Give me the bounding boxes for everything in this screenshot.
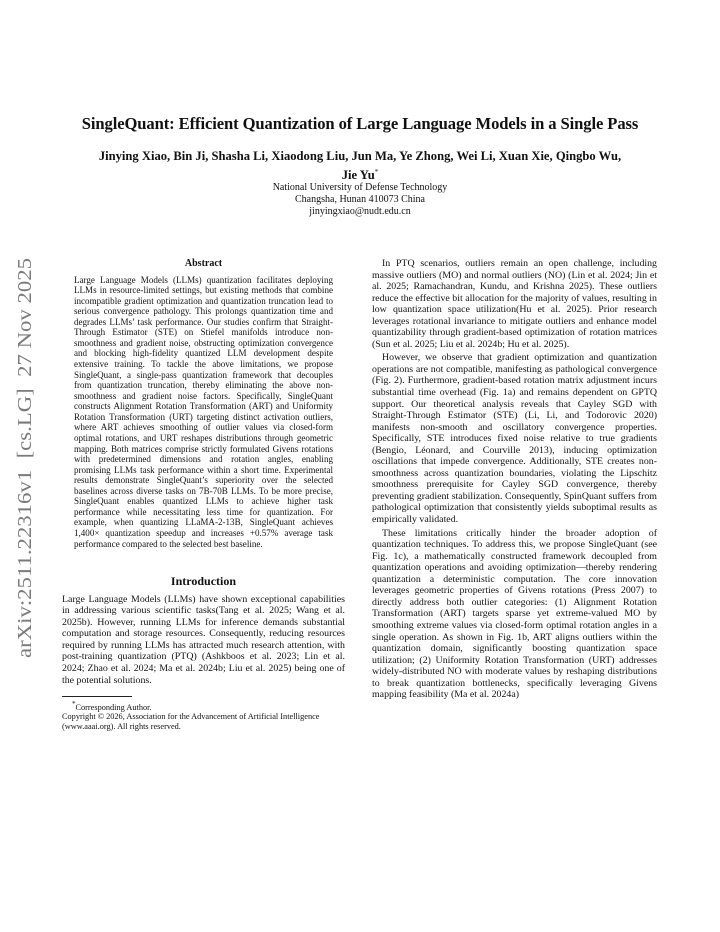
right-column [372,258,657,701]
abstract-text: Large Language Models (LLMs) quantization facilitates deploying LLMs in resource-limited settings, but existing methods that combine incompatible gradient optimization and quantization truncation lead to serious convergence pathology. This prolongs quantization time and degrades LLMs’ task performance. Our studies confirm that Straight-Through Estimator (STE) on Stiefel manifolds introduce non-smoothness and gradient noise, obstructing optimization convergence and blocking high-fidelity quantized LLM development despite extensive training. To tackle the above limitations, we propose SingleQuant, a single-pass quantization framework that decouples from quantization truncation, thereby eliminating the above non-smoothness and gradient noise factors. Specifically, SingleQuant constructs Alignment Rotation Transformation (ART) and Uniformity Rotation Transformation (URT) targeting distinct activation outliers, where ART achieves smoothing of outlier values via closed-form optimal rotations, and URT reshapes distributions through geometric mapping. Both matrices comprise strictly formulated Givens rotations with predetermined dimensions and rotation angles, enabling promising LLMs task performance within a short time. Experimental results demonstrate SingleQuant’s superiority over the selected baselines across diverse tasks on 7B-70B LLMs. To be more precise, SingleQuant enables quantized LLMs to achieve higher task performance while necessitating less time for quantization. For example, when quantizing LLaMA-2-13B, SingleQuant achieves 1,400× quantization speedup and increases +0.57% average task performance compared to the selected best baseline. [74,274,333,549]
intro-paragraph-1: Large Language Models (LLMs) have shown exceptional capabilities in addressing various scientific tasks(Tang et al. 2025; Wang et al. 2025b). However, running LLMs for inference demands substantial computation and storage resources. Consequently, reducing resources required by running LLMs has attracted much research attention, with post-training quantization (PTQ) (Ashkboos et al. 2023; Lin et al. 2024; Zhao et al. 2024; Ma et al. 2024b; Liu et al. 2025) being one of the potential solutions. [62,593,345,686]
paper-title: SingleQuant: Efficient Quantization of Large Language Models in a Single Pass [81,114,639,133]
affiliation-block [160,182,560,218]
author-last: Jie Yu [341,168,375,183]
footnote-mark: * [72,701,76,709]
abstract-heading: Abstract [184,258,223,269]
affiliation-institution: National University of Defense Technology [272,182,448,193]
footnote-divider [62,696,132,697]
corresponding-mark: * [374,168,379,176]
footnote-corresponding: Corresponding Author. [75,702,152,712]
author-list [62,148,658,183]
left-column [62,258,345,732]
right-paragraph-1: In PTQ scenarios, outliers remain an open challenge, including massive outliers (MO) and normal outliers (NO) (Lin et al. 2024; Jin et al. 2025; Ramachandran, Kundu, and Krishna 2025). These outliers reduce the effective bit allocation for the majority of values, resulting in low quantization space utilization(Hu et al. 2025). Prior research leverages rotational invariance to mitigate outliers and enhance model quantizability through gradient-based optimization of rotation matrices (Sun et al. 2025; Liu et al. 2024b; Hu et al. 2025). [372,258,657,350]
author-email: jinyingxiao@nudt.edu.cn [309,206,411,217]
right-paragraph-3: These limitations critically hinder the broader adoption of quantization techniques. To address this, we propose SingleQuant (see Fig. 1c), a mathematically constructed framework decoupled from quantization operations and avoiding optimization—thereby rendering quantization a deterministic computation. The core innovation leverages geometric properties of Givens rotations (Press 2007) to directly address both outlier categories: (1) Alignment Rotation Transformation (ART) targets sparse yet extreme-valued MO by smoothing extreme values via closed-form optimal rotation angles in a single operation. As shown in Fig. 1b, ART aligns outliers within the quantization domain, significantly boosting quantization space utilization; (2) Uniformity Rotation Transformation (URT) addresses widely-distributed NO with moderate values by reshaping distributions to break quantization bottlenecks, specifically leveraging Givens mapping feasibility (Ma et al. 2024a) [372,527,657,701]
footnote-copyright: Copyright © 2026, Association for the Advancement of Artificial Intelligence (www.aaai.org). All rights reserved. [62,712,320,732]
arxiv-identifier: arXiv:2511.22316v1 [cs.LG] 27 Nov 2025 [14,297,36,658]
author-names: Jinying Xiao, Bin Ji, Shasha Li, Xiaodong Liu, Jun Ma, Ye Zhong, Wei Li, Xuan Xie, Qingbo Wu, [98,149,622,163]
arxiv-stamp [6,258,38,658]
introduction-heading: Introduction [170,574,237,589]
footnote [62,700,345,732]
affiliation-address: Changsha, Hunan 410073 China [295,194,425,205]
right-paragraph-2: However, we observe that gradient optimization and quantization operations are not compatible, manifesting as pathological convergence (Fig. 2). Furthermore, gradient-based rotation matrix adjustment incurs substantial time overhead (Fig. 1a) and remains dependent on GPTQ support. Our theoretical analysis reveals that Cayley SGD with Straight-Through Estimator (STE) (Li, Li, and Todorovic 2020) manifests non-smooth and oscillatory convergence properties. Specifically, STE introduces fixed noise relative to true gradients (Bengio, Léonard, and Courville 2013), inducing optimization oscillations that impede convergence. Additionally, STE creates non-smoothness across quantization boundaries, violating the Lipschitz smoothness prerequisite for Cayley SGD convergence, thereby preventing gradient stabilization. Consequently, SpinQuant suffers from pathological optimization that consistently yields suboptimal results as empirically validated. [372,352,657,526]
